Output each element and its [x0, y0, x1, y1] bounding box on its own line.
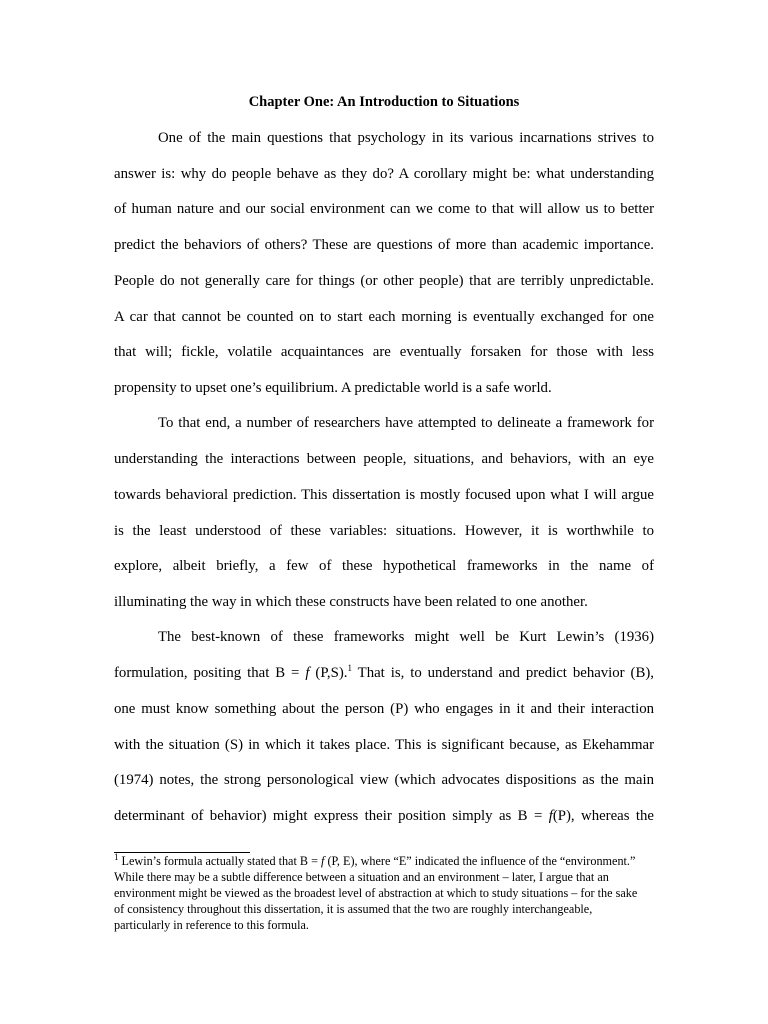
text-run: Lewin’s formula actually stated that B = — [118, 854, 321, 868]
text-run: formulation, positing that B = — [114, 665, 306, 681]
text-run: (P, E), where “E” indicated the influence of the “environment.” — [324, 854, 636, 868]
paragraph-line: The best-known of these frameworks might well be Kurt Lewin’s (1936) — [158, 629, 654, 645]
paragraph-line: understanding the interactions between people, situations, and behaviors, with an eye — [114, 451, 654, 467]
footnote-line: environment might be viewed as the broadest level of abstraction at which to study situations – for the sake — [114, 886, 638, 900]
footnote-line: While there may be a subtle difference between a situation and an environment – later, I argue that an — [114, 870, 609, 884]
footnote-line — [114, 851, 654, 869]
paragraph-line: one must know something about the person (P) who engages in it and their interaction — [114, 701, 654, 717]
paragraph-line: People do not generally care for things (or other people) that are terribly unpredictable. — [114, 273, 654, 289]
paragraph-line: To that end, a number of researchers have attempted to delineate a framework for — [158, 415, 654, 431]
italic-f: f — [305, 665, 310, 681]
paragraph-line: that will; fickle, volatile acquaintances are eventually forsaken for those with less — [114, 344, 654, 360]
paragraph-line: explore, albeit briefly, a few of these hypothetical frameworks in the name of — [114, 558, 654, 574]
paragraph-line: answer is: why do people behave as they do? A corollary might be: what understanding — [114, 166, 654, 182]
paragraph-line: One of the main questions that psychology in its various incarnations strives to — [158, 130, 654, 146]
text-run: (P), whereas the — [552, 808, 654, 824]
text-run: determinant of behavior) might express their position simply as B = — [114, 808, 549, 824]
paragraph-line: illuminating the way in which these constructs have been related to one another. — [114, 594, 588, 610]
paragraph-line: propensity to upset one’s equilibrium. A predictable world is a safe world. — [114, 380, 552, 396]
footnote-reference[interactable]: 1 — [347, 663, 352, 674]
footnote-line: particularly in reference to this formula. — [114, 918, 309, 932]
italic-f: f — [321, 854, 325, 868]
footnote-separator — [114, 852, 250, 853]
paragraph-line: A car that cannot be counted on to start each morning is eventually exchanged for one — [114, 309, 654, 325]
paragraph-line: (1974) notes, the strong personological view (which advocates dispositions as the main — [114, 772, 654, 788]
text-run: That is, to understand and predict behavior (B), — [351, 665, 654, 681]
footnote-line: of consistency throughout this dissertation, it is assumed that the two are roughly interchangeable, — [114, 902, 593, 916]
footnote-marker: 1 — [114, 851, 119, 862]
paragraph-line — [114, 663, 654, 683]
text-run: (P,S). — [309, 665, 348, 681]
paragraph-line: of human nature and our social environment can we come to that will allow us to better — [114, 201, 654, 217]
paragraph-line: towards behavioral prediction. This dissertation is mostly focused upon what I will argue — [114, 487, 654, 503]
paragraph-line: with the situation (S) in which it takes place. This is significant because, as Ekehammar — [114, 737, 654, 753]
paragraph-line: predict the behaviors of others? These are questions of more than academic importance. — [114, 237, 654, 253]
paragraph-line: is the least understood of these variables: situations. However, it is worthwhile to — [114, 523, 654, 539]
paragraph-line — [114, 806, 654, 826]
italic-f: f — [548, 808, 553, 824]
chapter-title: Chapter One: An Introduction to Situations — [248, 94, 520, 110]
